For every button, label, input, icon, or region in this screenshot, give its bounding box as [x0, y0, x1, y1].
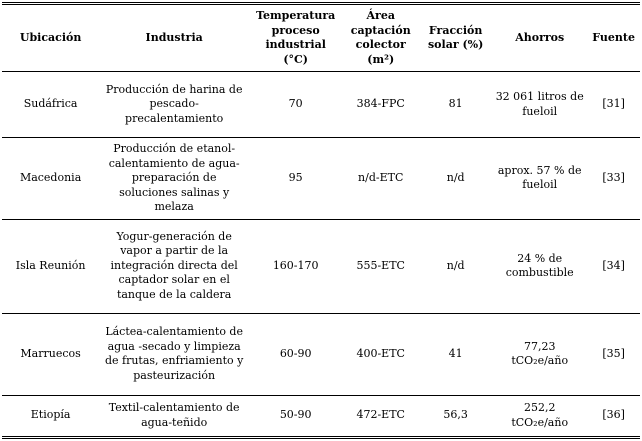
cell-temperatura: 95	[288, 171, 303, 185]
cell-temperatura: 50-90	[279, 408, 312, 422]
cell-ubicacion: Etiopía	[30, 408, 71, 422]
header-temperatura: Temperatura proceso industrial (°C)	[256, 9, 336, 66]
table-head	[2, 4, 640, 72]
cell-ubicacion: Isla Reunión	[15, 258, 86, 272]
cell-ahorros: aprox. 57 % de fueloil	[497, 163, 582, 192]
cell-fuente: [33]	[602, 171, 625, 185]
header-fraccion: Fracción solar (%)	[427, 23, 484, 52]
cell-area: 400-ETC	[356, 346, 405, 360]
cell-ahorros: 252,2 tCO₂e/año	[511, 401, 569, 429]
table-row	[2, 395, 640, 437]
cell-area: 384-FPC	[356, 97, 405, 111]
cell-ubicacion: Sudáfrica	[23, 97, 78, 111]
cell-fraccion: 81	[448, 97, 463, 111]
cell-industria: Láctea-calentamiento de agua -secado y limpieza de frutas, enfriamiento y pasteurización	[104, 325, 244, 382]
cell-area: 555-ETC	[356, 258, 405, 272]
cell-ubicacion: Marruecos	[20, 346, 81, 360]
table-row	[2, 313, 640, 395]
cell-fraccion: 41	[448, 346, 463, 360]
header-ubicacion: Ubicación	[19, 30, 82, 44]
cell-ahorros: 24 % de combustible	[505, 251, 574, 280]
cell-temperatura: 160-170	[272, 258, 319, 272]
cell-fuente: [35]	[602, 346, 625, 360]
table-header-row	[2, 4, 640, 72]
header-fuente: Fuente	[592, 30, 635, 44]
cell-fuente: [36]	[602, 408, 625, 422]
cell-industria: Producción de etanol-calentamiento de agua-preparación de soluciones salinas y melaza	[108, 142, 240, 214]
cell-fraccion: 56,3	[443, 408, 468, 422]
cell-industria: Producción de harina de pescado-precalentamiento	[105, 82, 243, 125]
cell-temperatura: 60-90	[279, 346, 312, 360]
table-row	[2, 138, 640, 220]
cell-fuente: [34]	[602, 258, 625, 272]
header-area: Área captación colector (m²)	[350, 9, 411, 66]
cell-fuente: [31]	[602, 97, 625, 111]
cell-area: n/d-ETC	[358, 171, 404, 185]
cell-area: 472-ETC	[356, 408, 405, 422]
cell-industria: Textil-calentamiento de agua-teñido	[108, 401, 240, 429]
header-ahorros: Ahorros	[515, 30, 565, 44]
header-industria: Industria	[145, 30, 203, 44]
cell-fraccion: n/d	[446, 171, 465, 185]
cell-ahorros: 32 061 litros de fueloil	[495, 90, 584, 118]
table-row	[2, 219, 640, 313]
table-row	[2, 72, 640, 138]
table-body	[2, 72, 640, 438]
cell-temperatura: 70	[288, 97, 303, 111]
cell-ubicacion: Macedonia	[19, 171, 82, 185]
solar-industrial-heat-table	[2, 2, 640, 439]
cell-fraccion: n/d	[446, 258, 465, 272]
cell-ahorros: 77,23 tCO₂e/año	[511, 339, 569, 368]
cell-industria: Yogur-generación de vapor a partir de la integración directa del captador solar en el tanque de la caldera	[110, 229, 238, 301]
